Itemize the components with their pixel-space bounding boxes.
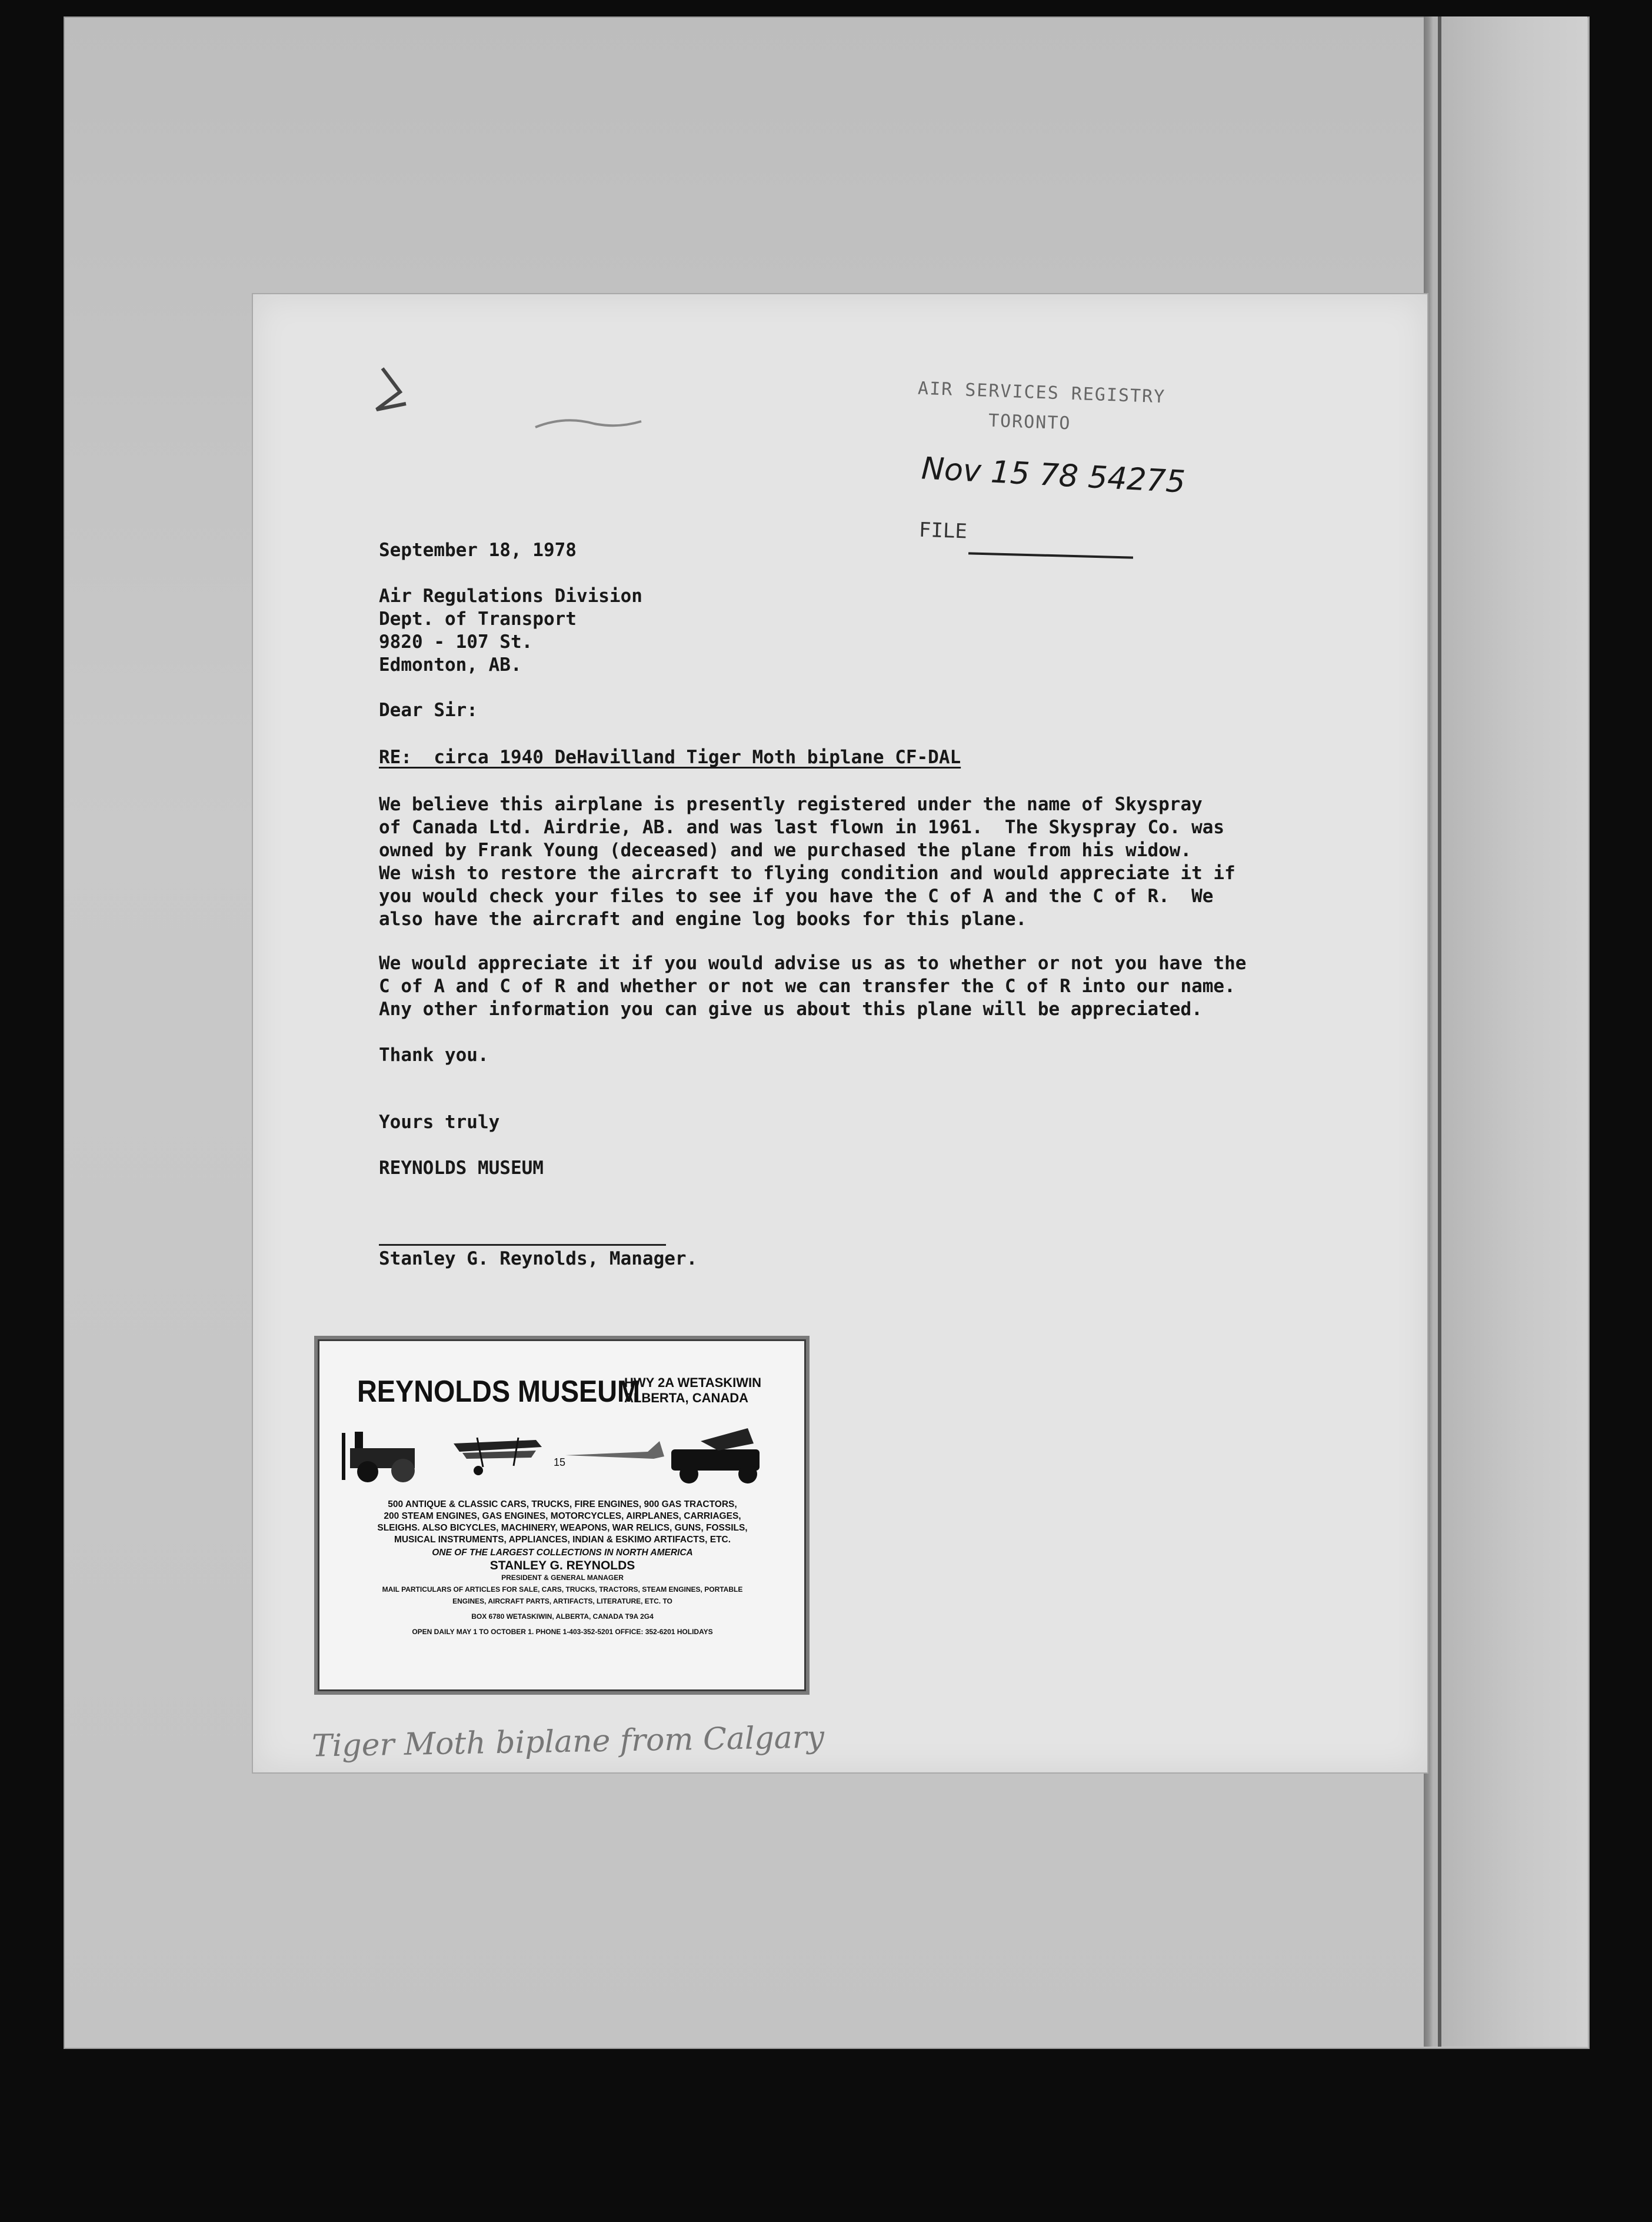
received-date-stamp: Nov 15 78 54275 — [920, 451, 1187, 500]
card-location-line: HWY 2A WETASKIWIN — [624, 1375, 762, 1390]
card-mail-line: MAIL PARTICULARS OF ARTICLES FOR SALE, CARS, TRUCKS, TRACTORS, STEAM ENGINES, PORTABLE — [382, 1585, 743, 1594]
card-location — [624, 1375, 761, 1406]
card-body-line: SLEIGHS. ALSO BICYCLES, MACHINERY, WEAPONS, WAR RELICS, GUNS, FOSSILS, — [377, 1523, 748, 1533]
signatory-name: Stanley G. Reynolds, Manager. — [379, 1248, 698, 1269]
file-label: FILE — [918, 518, 968, 544]
card-mail-line: ENGINES, AIRCRAFT PARTS, ARTIFACTS, LITERATURE, ETC. TO — [452, 1597, 672, 1605]
letter-date: September 18, 1978 — [379, 540, 577, 561]
card-hours: OPEN DAILY MAY 1 TO OCTOBER 1. PHONE 1-403-352-5201 OFFICE: 352-6201 HOLIDAYS — [412, 1628, 713, 1636]
card-body-line: 200 STEAM ENGINES, GAS ENGINES, MOTORCYCLES, AIRPLANES, CARRIAGES, — [384, 1511, 741, 1521]
signature-line — [379, 1244, 666, 1246]
pencil-mark-icon — [371, 362, 677, 445]
card-tagline: ONE OF THE LARGEST COLLECTIONS IN NORTH AMERICA — [432, 1548, 693, 1558]
address-line: 9820 - 107 St. — [379, 631, 533, 653]
card-owner-name: STANLEY G. REYNOLDS — [489, 1559, 635, 1572]
body-line: of Canada Ltd. Airdrie, AB. and was last flown in 1961. The Skyspray Co. was — [379, 817, 1225, 838]
body-line: We would appreciate it if you would advise us as to whether or not you have the — [379, 953, 1247, 974]
vehicle-illustration-icon — [342, 1420, 782, 1485]
card-owner-role: PRESIDENT & GENERAL MANAGER — [501, 1574, 624, 1582]
folder-spine — [1424, 16, 1587, 2047]
salutation: Dear Sir: — [379, 700, 478, 721]
handwritten-note: Tiger Moth biplane from Calgary — [311, 1719, 825, 1764]
closing-line: Yours truly — [379, 1112, 500, 1133]
folder-crease — [1438, 16, 1441, 2047]
business-card — [318, 1339, 806, 1691]
card-body — [336, 1499, 789, 1638]
thanks-line: Thank you. — [379, 1045, 489, 1066]
registry-stamp: AIR SERVICES REGISTRY — [917, 378, 1166, 408]
subject-line: RE: circa 1940 DeHavilland Tiger Moth biplane CF-DAL — [379, 747, 961, 768]
address-line: Edmonton, AB. — [379, 654, 522, 676]
body-line: C of A and C of R and whether or not we can transfer the C of R into our name. — [379, 976, 1235, 997]
address-line: Air Regulations Division — [379, 586, 642, 607]
body-line: also have the aircraft and engine log books for this plane. — [379, 909, 1027, 930]
body-line: Any other information you can give us about this plane will be appreciated. — [379, 999, 1203, 1020]
body-line: owned by Frank Young (deceased) and we purchased the plane from his widow. — [379, 840, 1192, 861]
body-line: We believe this airplane is presently registered under the name of Skyspray — [379, 794, 1203, 815]
card-address: BOX 6780 WETASKIWIN, ALBERTA, CANADA T9A 2G4 — [471, 1612, 654, 1621]
svg-text:15: 15 — [554, 1456, 566, 1468]
registry-city-stamp: TORONTO — [988, 410, 1072, 434]
card-location-line: ALBERTA, CANADA — [624, 1391, 749, 1405]
card-body-line: 500 ANTIQUE & CLASSIC CARS, TRUCKS, FIRE ENGINES, 900 GAS TRACTORS, — [388, 1499, 737, 1509]
organization-name: REYNOLDS MUSEUM — [379, 1157, 544, 1179]
body-line: We wish to restore the aircraft to flying condition and would appreciate it if — [379, 863, 1235, 884]
address-line: Dept. of Transport — [379, 608, 577, 630]
card-body-line: MUSICAL INSTRUMENTS, APPLIANCES, INDIAN & ESKIMO ARTIFACTS, ETC. — [394, 1535, 731, 1545]
body-line: you would check your files to see if you have the C of A and the C of R. We — [379, 886, 1214, 907]
card-title: REYNOLDS MUSEUM — [357, 1375, 641, 1409]
